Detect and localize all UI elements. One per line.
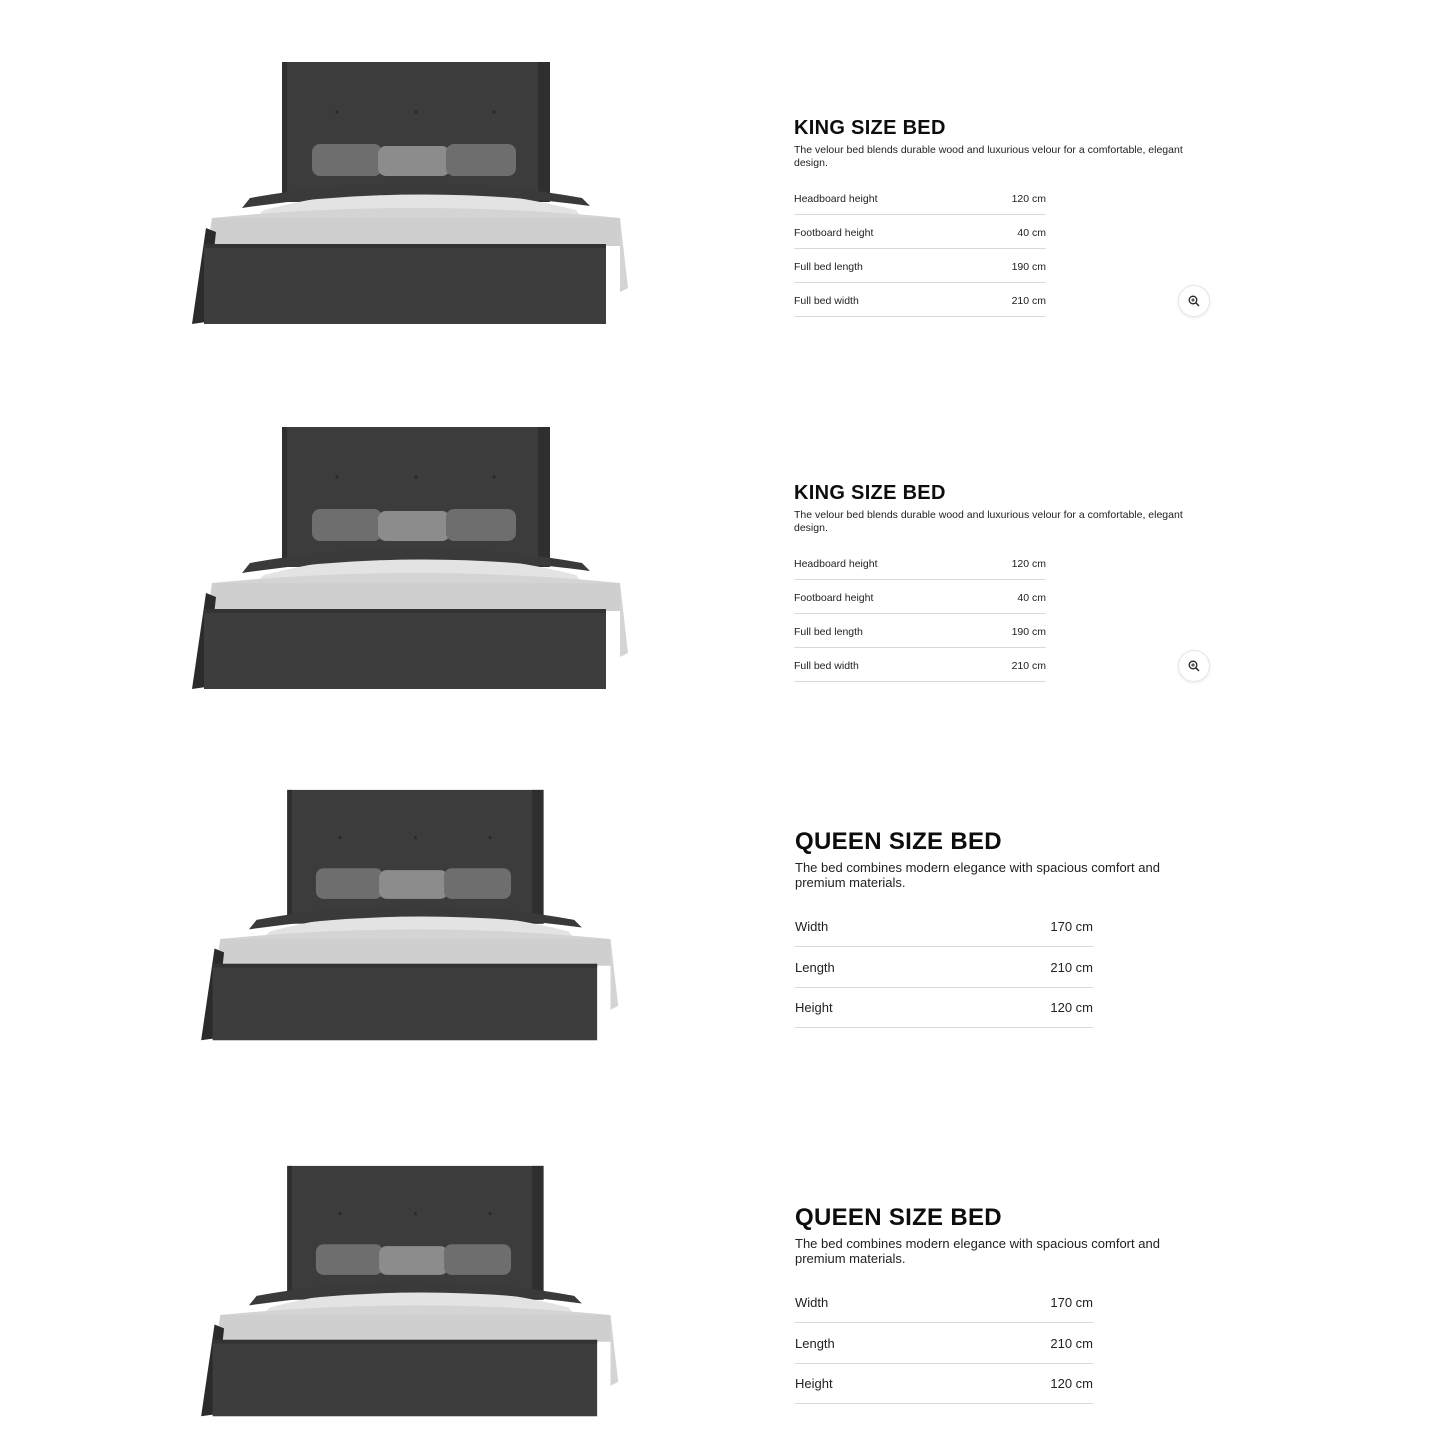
product-info [794,10,1214,307]
spec-value: 210 cm [1050,1335,1093,1351]
spec-label: Length [795,959,835,975]
bed-image [172,425,632,695]
spec-row [795,908,1093,947]
spec-row [794,547,1046,580]
spec-value: 190 cm [1011,261,1046,273]
spec-label: Height [795,1000,833,1015]
spec-row [794,649,1046,682]
spec-row [794,216,1046,249]
spec-label: Full bed width [794,295,859,307]
zoom-in-icon [1188,295,1200,307]
product-description: The bed combines modern elegance with spacious comfort and premium materials. [795,1236,1160,1266]
product-title: KING SIZE BED [794,482,946,504]
spec-label: Width [795,1295,829,1310]
spec-value: 120 cm [1050,1376,1093,1391]
spec-row [795,1325,1093,1364]
spec-value: 170 cm [1050,919,1093,934]
spec-label: Length [795,1335,835,1351]
spec-value: 170 cm [1050,1295,1093,1310]
spec-row [795,989,1093,1028]
bed-image [182,788,622,1046]
spec-table [794,182,1046,318]
spec-value: 40 cm [1017,592,1046,604]
product-card-king-2 [0,375,1445,735]
spec-row [795,1284,1093,1323]
spec-label: Headboard height [794,558,878,570]
spec-label: Width [795,919,829,934]
spec-value: 210 cm [1011,660,1046,672]
product-description: The velour bed blends durable wood and luxurious velour for a comfortable, elegant design. [794,509,1183,534]
zoom-button[interactable] [1178,650,1210,682]
spec-label: Height [795,1376,833,1391]
zoom-button[interactable] [1178,285,1210,317]
spec-value: 120 cm [1011,193,1046,205]
product-description: The bed combines modern elegance with spacious comfort and premium materials. [795,860,1160,890]
product-description: The velour bed blends durable wood and luxurious velour for a comfortable, elegant design. [794,144,1183,169]
spec-value: 120 cm [1011,558,1046,570]
spec-row [794,250,1046,283]
spec-label: Full bed length [794,261,863,273]
spec-value: 210 cm [1011,295,1046,307]
spec-value: 210 cm [1050,959,1093,975]
product-card-queen-1 [0,718,1445,1078]
spec-table [794,547,1046,683]
spec-row [794,182,1046,215]
spec-row [794,615,1046,648]
product-title: QUEEN SIZE BED [795,828,1002,855]
product-info [795,1094,1215,1391]
spec-row [795,949,1093,988]
spec-value: 40 cm [1017,227,1046,239]
zoom-in-icon [1188,660,1200,672]
spec-label: Full bed length [794,626,863,638]
spec-row [795,1365,1093,1404]
spec-label: Footboard height [794,592,874,604]
spec-table [795,908,1093,1030]
spec-label: Full bed width [794,660,859,672]
product-info [794,375,1214,672]
spec-value: 190 cm [1011,626,1046,638]
spec-row [794,581,1046,614]
spec-label: Footboard height [794,227,874,239]
product-card-queen-2 [0,1094,1445,1445]
product-info [795,718,1215,1015]
product-card-king-1 [0,10,1445,370]
spec-value: 120 cm [1050,1000,1093,1015]
bed-image [182,1164,622,1422]
spec-row [794,284,1046,317]
product-title: QUEEN SIZE BED [795,1204,1002,1231]
spec-table [795,1284,1093,1406]
bed-image [172,60,632,330]
spec-label: Headboard height [794,193,878,205]
product-title: KING SIZE BED [794,117,946,139]
